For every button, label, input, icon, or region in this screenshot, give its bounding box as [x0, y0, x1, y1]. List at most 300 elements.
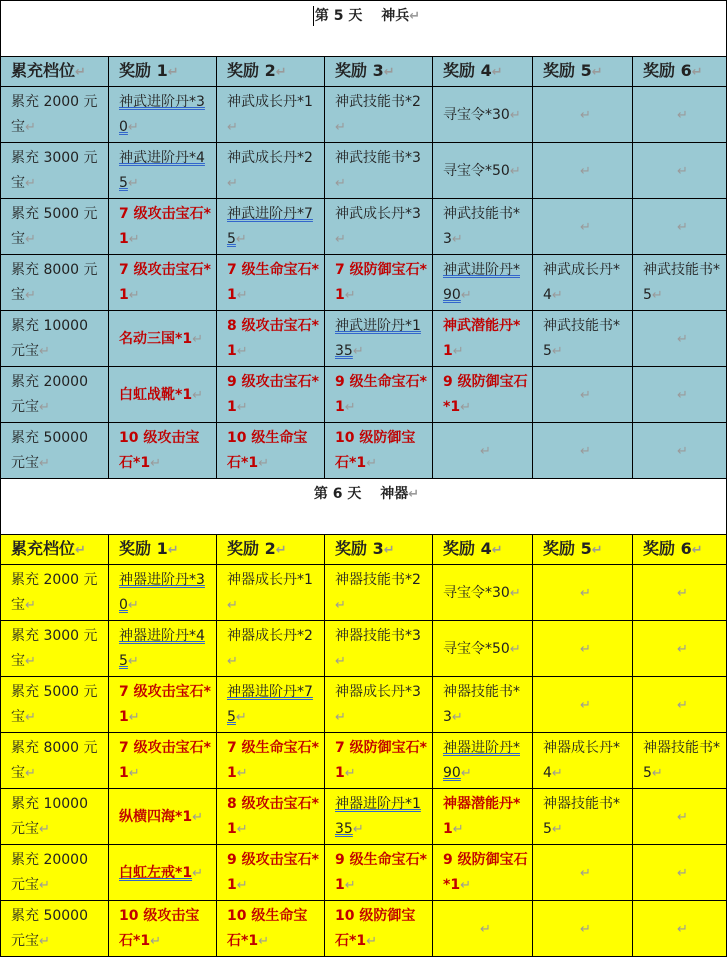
paragraph-mark-icon: ↵: [192, 387, 203, 403]
tier-text: 累充 50000 元宝: [11, 430, 88, 471]
paragraph-mark-icon: ↵: [691, 543, 703, 558]
column-header-text: 奖励 1: [119, 61, 168, 80]
reward-cell: [109, 901, 217, 957]
reward-cell: [109, 367, 217, 423]
paragraph-mark-icon: ↵: [39, 878, 50, 893]
reward-cell: [325, 621, 433, 677]
reward-text: 9 级生命宝石*1: [335, 374, 427, 415]
reward-text: 10 级攻击宝石*1: [119, 908, 200, 949]
paragraph-mark-icon: ↵: [383, 65, 395, 80]
reward-cell: [433, 789, 533, 845]
reward-cell: [217, 789, 325, 845]
reward-cell: [109, 845, 217, 901]
paragraph-mark-icon: ↵: [25, 766, 36, 781]
reward-text: 神武成长丹*4: [543, 262, 620, 303]
tier-cell: [1, 367, 109, 423]
paragraph-mark-icon: ↵: [509, 585, 521, 601]
reward-text: 神器潜能丹*1: [443, 796, 521, 837]
reward-text: 7 级防御宝石*1: [335, 740, 427, 781]
paragraph-mark-icon: ↵: [25, 598, 36, 613]
paragraph-mark-icon: ↵: [480, 443, 491, 459]
paragraph-mark-icon: ↵: [580, 697, 591, 713]
paragraph-mark-icon: ↵: [591, 65, 603, 80]
reward-text: 寻宝令*50: [443, 640, 510, 657]
paragraph-mark-icon: ↵: [39, 400, 50, 415]
reward-cell: [109, 733, 217, 789]
reward-text: 神器进阶丹*75: [227, 684, 313, 725]
paragraph-mark-icon: ↵: [227, 654, 238, 669]
tier-cell: [1, 901, 109, 957]
reward-cell: [533, 255, 633, 311]
paragraph-mark-icon: ↵: [408, 487, 420, 502]
reward-text: 7 级生命宝石*1: [227, 262, 319, 303]
reward-cell: [633, 901, 727, 957]
paragraph-mark-icon: ↵: [335, 598, 346, 613]
paragraph-mark-icon: ↵: [509, 107, 521, 123]
reward-text: 神器技能书*5: [643, 740, 720, 781]
reward-cell: [217, 901, 325, 957]
paragraph-mark-icon: ↵: [551, 344, 563, 359]
text-cursor: [313, 6, 314, 26]
reward-text: 神武技能书*3: [335, 150, 421, 166]
tier-cell: [1, 565, 109, 621]
reward-text: 9 级攻击宝石*1: [227, 374, 319, 415]
paragraph-mark-icon: ↵: [677, 585, 688, 601]
reward-cell: [433, 255, 533, 311]
paragraph-mark-icon: ↵: [580, 921, 591, 937]
tier-text: 累充 5000 元宝: [11, 684, 98, 725]
reward-cell: [633, 845, 727, 901]
reward-cell: [109, 255, 217, 311]
reward-text: 白虹左戒*1: [119, 864, 193, 881]
tier-cell: [1, 845, 109, 901]
reward-cell: [433, 565, 533, 621]
reward-cell: [109, 311, 217, 367]
reward-cell: [533, 789, 633, 845]
column-header: [633, 57, 727, 87]
table-row: [1, 255, 727, 311]
tier-text: 累充 20000 元宝: [11, 374, 88, 415]
paragraph-mark-icon: ↵: [677, 809, 688, 825]
paragraph-mark-icon: ↵: [677, 387, 688, 403]
tier-text: 累充 8000 元宝: [11, 262, 98, 303]
reward-text: 7 级生命宝石*1: [227, 740, 319, 781]
reward-text: 7 级防御宝石*1: [335, 262, 427, 303]
reward-text: 寻宝令*50: [443, 162, 510, 179]
column-header-text: 奖励 5: [543, 539, 592, 558]
reward-text: 神器进阶丹*45: [119, 628, 205, 669]
paragraph-mark-icon: ↵: [127, 120, 139, 135]
reward-cell: [325, 845, 433, 901]
reward-cell: [325, 255, 433, 311]
paragraph-mark-icon: ↵: [128, 766, 140, 781]
column-header: [325, 57, 433, 87]
column-header: [217, 57, 325, 87]
paragraph-mark-icon: ↵: [128, 288, 140, 303]
reward-cell: [109, 143, 217, 199]
reward-text: 神武进阶丹*75: [227, 206, 313, 247]
reward-cell: [633, 367, 727, 423]
paragraph-mark-icon: ↵: [335, 120, 346, 135]
paragraph-mark-icon: ↵: [460, 878, 471, 893]
tier-cell: [1, 677, 109, 733]
paragraph-mark-icon: ↵: [677, 921, 688, 937]
reward-cell: [109, 677, 217, 733]
section-title-text: 第 6 天 神器: [313, 486, 409, 502]
tier-text: 累充 20000 元宝: [11, 852, 88, 893]
paragraph-mark-icon: ↵: [509, 163, 521, 179]
column-header-text: 奖励 5: [543, 61, 592, 80]
reward-text: 7 级攻击宝石*1: [119, 684, 211, 725]
column-header: [109, 57, 217, 87]
paragraph-mark-icon: ↵: [258, 934, 269, 949]
paragraph-mark-icon: ↵: [335, 710, 346, 725]
tier-text: 累充 2000 元宝: [11, 572, 98, 613]
paragraph-mark-icon: ↵: [580, 641, 591, 657]
paragraph-mark-icon: ↵: [366, 934, 377, 949]
reward-cell: [433, 621, 533, 677]
reward-cell: [633, 733, 727, 789]
paragraph-mark-icon: ↵: [409, 9, 421, 24]
column-header: [325, 535, 433, 565]
reward-cell: [325, 677, 433, 733]
paragraph-mark-icon: ↵: [677, 107, 688, 123]
section-title-text: 第 5 天 神兵: [314, 8, 410, 24]
paragraph-mark-icon: ↵: [452, 822, 464, 837]
paragraph-mark-icon: ↵: [677, 443, 688, 459]
reward-text: 9 级生命宝石*1: [335, 852, 427, 893]
reward-cell: [325, 565, 433, 621]
reward-cell: [217, 565, 325, 621]
reward-cell: [433, 901, 533, 957]
tier-cell: [1, 311, 109, 367]
reward-cell: [633, 87, 727, 143]
reward-cell: [533, 311, 633, 367]
table-row: [1, 733, 727, 789]
reward-cell: [433, 677, 533, 733]
reward-text: 名动三国*1: [119, 330, 193, 347]
paragraph-mark-icon: ↵: [192, 865, 203, 881]
paragraph-mark-icon: ↵: [580, 865, 591, 881]
paragraph-mark-icon: ↵: [509, 641, 521, 657]
reward-cell: [217, 367, 325, 423]
paragraph-mark-icon: ↵: [335, 176, 346, 191]
paragraph-mark-icon: ↵: [352, 344, 364, 359]
paragraph-mark-icon: ↵: [236, 344, 248, 359]
paragraph-mark-icon: ↵: [451, 710, 463, 725]
reward-cell: [533, 845, 633, 901]
reward-text: 神武成长丹*1: [227, 94, 313, 110]
reward-cell: [433, 367, 533, 423]
reward-text: 神器进阶丹*135: [335, 796, 421, 837]
paragraph-mark-icon: ↵: [128, 710, 140, 725]
table-row: [1, 901, 727, 957]
reward-cell: [109, 423, 217, 479]
reward-cell: [533, 367, 633, 423]
section-title: [1, 479, 727, 535]
reward-cell: [433, 733, 533, 789]
tier-cell: [1, 199, 109, 255]
tier-text: 累充 5000 元宝: [11, 206, 98, 247]
tier-text: 累充 10000 元宝: [11, 796, 88, 837]
reward-cell: [109, 789, 217, 845]
reward-text: 神器成长丹*4: [543, 740, 620, 781]
paragraph-mark-icon: ↵: [192, 331, 203, 347]
paragraph-mark-icon: ↵: [677, 163, 688, 179]
column-header: [633, 535, 727, 565]
paragraph-mark-icon: ↵: [258, 456, 269, 471]
paragraph-mark-icon: ↵: [491, 65, 503, 80]
tier-cell: [1, 733, 109, 789]
paragraph-mark-icon: ↵: [39, 934, 50, 949]
table-row: [1, 621, 727, 677]
reward-cell: [633, 677, 727, 733]
column-header-text: 奖励 3: [335, 539, 384, 558]
paragraph-mark-icon: ↵: [366, 456, 377, 471]
paragraph-mark-icon: ↵: [344, 400, 356, 415]
column-header-text: 奖励 3: [335, 61, 384, 80]
reward-cell: [217, 621, 325, 677]
column-header: [1, 535, 109, 565]
reward-cell: [325, 901, 433, 957]
reward-cell: [217, 845, 325, 901]
paragraph-mark-icon: ↵: [227, 598, 238, 613]
paragraph-mark-icon: ↵: [275, 65, 287, 80]
tier-cell: [1, 255, 109, 311]
reward-text: 8 级攻击宝石*1: [227, 796, 319, 837]
paragraph-mark-icon: ↵: [344, 878, 356, 893]
paragraph-mark-icon: ↵: [460, 766, 472, 781]
reward-cell: [217, 143, 325, 199]
paragraph-mark-icon: ↵: [335, 654, 346, 669]
paragraph-mark-icon: ↵: [128, 232, 140, 247]
reward-text: 神武进阶丹*135: [335, 318, 421, 359]
reward-text: 神武进阶丹*45: [119, 150, 205, 191]
reward-cell: [325, 143, 433, 199]
reward-text: 神器进阶丹*30: [119, 572, 205, 613]
reward-cell: [533, 423, 633, 479]
column-header-text: 奖励 6: [643, 539, 692, 558]
reward-text: 神器成长丹*2: [227, 628, 313, 644]
reward-cell: [325, 423, 433, 479]
reward-text: 寻宝令*30: [443, 106, 510, 123]
reward-cell: [325, 733, 433, 789]
paragraph-mark-icon: ↵: [235, 710, 247, 725]
paragraph-mark-icon: ↵: [127, 654, 139, 669]
reward-text: 神武潜能丹*1: [443, 318, 521, 359]
paragraph-mark-icon: ↵: [344, 766, 356, 781]
reward-text: 神武技能书*5: [643, 262, 720, 303]
reward-cell: [533, 677, 633, 733]
reward-text: 9 级防御宝石*1: [443, 852, 528, 893]
reward-text: 神器成长丹*3: [335, 684, 421, 700]
reward-cell: [533, 199, 633, 255]
reward-cell: [217, 733, 325, 789]
reward-text: 神器技能书*3: [335, 628, 421, 644]
paragraph-mark-icon: ↵: [551, 822, 563, 837]
reward-text: 10 级攻击宝石*1: [119, 430, 200, 471]
tier-text: 累充 2000 元宝: [11, 94, 98, 135]
table-row: [1, 789, 727, 845]
reward-cell: [533, 621, 633, 677]
paragraph-mark-icon: ↵: [25, 654, 36, 669]
reward-cell: [109, 199, 217, 255]
reward-cell: [325, 311, 433, 367]
paragraph-mark-icon: ↵: [677, 865, 688, 881]
reward-cell: [325, 87, 433, 143]
reward-text: 7 级攻击宝石*1: [119, 206, 211, 247]
paragraph-mark-icon: ↵: [677, 641, 688, 657]
paragraph-mark-icon: ↵: [39, 456, 50, 471]
reward-text: 神器技能书*2: [335, 572, 421, 588]
reward-cell: [109, 87, 217, 143]
paragraph-mark-icon: ↵: [39, 344, 50, 359]
reward-text: 9 级防御宝石*1: [443, 374, 528, 415]
tier-cell: [1, 621, 109, 677]
paragraph-mark-icon: ↵: [75, 543, 86, 558]
paragraph-mark-icon: ↵: [127, 176, 139, 191]
reward-text: 10 级防御宝石*1: [335, 908, 416, 949]
paragraph-mark-icon: ↵: [275, 543, 287, 558]
paragraph-mark-icon: ↵: [167, 65, 179, 80]
paragraph-mark-icon: ↵: [651, 766, 663, 781]
paragraph-mark-icon: ↵: [580, 585, 591, 601]
reward-text: 神器技能书*5: [543, 796, 620, 837]
column-header-text: 奖励 2: [227, 539, 276, 558]
reward-cell: [633, 565, 727, 621]
reward-text: 7 级攻击宝石*1: [119, 740, 211, 781]
reward-text: 7 级攻击宝石*1: [119, 262, 211, 303]
paragraph-mark-icon: ↵: [551, 288, 563, 303]
paragraph-mark-icon: ↵: [352, 822, 364, 837]
table-row: [1, 367, 727, 423]
reward-cell: [433, 143, 533, 199]
section-title: [1, 1, 727, 57]
tier-cell: [1, 87, 109, 143]
reward-text: 神器技能书*3: [443, 684, 520, 725]
paragraph-mark-icon: ↵: [75, 65, 86, 80]
column-header-text: 奖励 6: [643, 61, 692, 80]
table-row: [1, 87, 727, 143]
paragraph-mark-icon: ↵: [236, 878, 248, 893]
paragraph-mark-icon: ↵: [150, 934, 161, 949]
paragraph-mark-icon: ↵: [580, 219, 591, 235]
tier-text: 累充 50000 元宝: [11, 908, 88, 949]
paragraph-mark-icon: ↵: [192, 809, 203, 825]
table-row: [1, 311, 727, 367]
reward-cell: [533, 565, 633, 621]
reward-cell: [533, 87, 633, 143]
paragraph-mark-icon: ↵: [691, 65, 703, 80]
column-header-text: 奖励 2: [227, 61, 276, 80]
reward-text: 神武成长丹*3: [335, 206, 421, 222]
reward-cell: [433, 845, 533, 901]
tier-text: 累充 3000 元宝: [11, 150, 98, 191]
paragraph-mark-icon: ↵: [25, 288, 36, 303]
reward-cell: [633, 789, 727, 845]
reward-cell: [217, 311, 325, 367]
column-header-text: 奖励 1: [119, 539, 168, 558]
paragraph-mark-icon: ↵: [236, 288, 248, 303]
paragraph-mark-icon: ↵: [580, 443, 591, 459]
reward-text: 神武成长丹*2: [227, 150, 313, 166]
paragraph-mark-icon: ↵: [591, 543, 603, 558]
paragraph-mark-icon: ↵: [677, 331, 688, 347]
reward-text: 神武技能书*2: [335, 94, 421, 110]
paragraph-mark-icon: ↵: [335, 232, 346, 247]
reward-cell: [533, 143, 633, 199]
reward-cell: [217, 423, 325, 479]
paragraph-mark-icon: ↵: [25, 176, 36, 191]
column-header: [217, 535, 325, 565]
reward-cell: [433, 311, 533, 367]
reward-text: 8 级攻击宝石*1: [227, 318, 319, 359]
column-header-text: 奖励 4: [443, 61, 492, 80]
reward-cell: [433, 87, 533, 143]
paragraph-mark-icon: ↵: [235, 232, 247, 247]
paragraph-mark-icon: ↵: [236, 766, 248, 781]
reward-cell: [325, 367, 433, 423]
tier-cell: [1, 423, 109, 479]
paragraph-mark-icon: ↵: [39, 822, 50, 837]
paragraph-mark-icon: ↵: [677, 697, 688, 713]
paragraph-mark-icon: ↵: [344, 288, 356, 303]
paragraph-mark-icon: ↵: [580, 107, 591, 123]
reward-cell: [533, 733, 633, 789]
reward-text: 10 级防御宝石*1: [335, 430, 416, 471]
reward-cell: [433, 423, 533, 479]
paragraph-mark-icon: ↵: [480, 921, 491, 937]
paragraph-mark-icon: ↵: [25, 710, 36, 725]
column-header-text: 累充档位: [11, 539, 76, 558]
reward-text: 神武进阶丹*30: [119, 94, 205, 135]
reward-text: 神器进阶丹*90: [443, 740, 520, 781]
column-header: [1, 57, 109, 87]
paragraph-mark-icon: ↵: [460, 400, 471, 415]
table-row: [1, 845, 727, 901]
paragraph-mark-icon: ↵: [551, 766, 563, 781]
column-header: [533, 535, 633, 565]
reward-text: 白虹战靴*1: [119, 386, 193, 403]
column-header-text: 奖励 4: [443, 539, 492, 558]
column-header: [109, 535, 217, 565]
reward-text: 寻宝令*30: [443, 584, 510, 601]
reward-cell: [633, 143, 727, 199]
section-title-row: [1, 479, 727, 535]
tier-cell: [1, 789, 109, 845]
reward-cell: [633, 255, 727, 311]
reward-cell: [217, 87, 325, 143]
paragraph-mark-icon: ↵: [25, 120, 36, 135]
reward-cell: [217, 199, 325, 255]
reward-cell: [217, 255, 325, 311]
header-row: [1, 535, 727, 565]
tier-cell: [1, 143, 109, 199]
paragraph-mark-icon: ↵: [651, 288, 663, 303]
reward-cell: [633, 311, 727, 367]
paragraph-mark-icon: ↵: [491, 543, 503, 558]
reward-text: 神武技能书*5: [543, 318, 620, 359]
paragraph-mark-icon: ↵: [452, 344, 464, 359]
paragraph-mark-icon: ↵: [460, 288, 472, 303]
paragraph-mark-icon: ↵: [150, 456, 161, 471]
reward-cell: [633, 199, 727, 255]
column-header: [433, 57, 533, 87]
table-row: [1, 423, 727, 479]
table-row: [1, 677, 727, 733]
reward-cell: [325, 199, 433, 255]
paragraph-mark-icon: ↵: [677, 219, 688, 235]
